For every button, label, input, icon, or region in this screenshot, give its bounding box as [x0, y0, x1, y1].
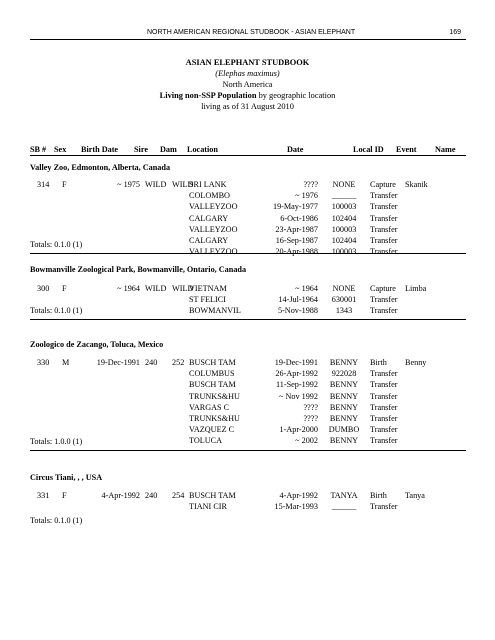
location: VALLEYZOO [189, 247, 238, 257]
event: Transfer [370, 425, 398, 435]
location: TIANI CIR [189, 502, 227, 512]
sire: WILD [145, 180, 167, 189]
doc-population [0, 91, 495, 100]
local-id: BENNY [329, 436, 359, 446]
dam: WILD [172, 180, 194, 189]
dam: 254 [172, 491, 185, 500]
doc-population-bold: Living non-SSP Population [159, 91, 257, 100]
local-id: BENNY [329, 402, 359, 412]
institution-heading: Valley Zoo, Edmonton, Alberta, Canada [30, 163, 171, 172]
col-sb: SB # [30, 145, 47, 154]
running-header-title: NORTH AMERICAN REGIONAL STUDBOOK - ASIAN ELEPHANT [147, 29, 356, 36]
institution-heading: Zoologico de Zacango, Toluca, Mexico [30, 340, 164, 349]
location: BUSCH TAM [189, 380, 236, 390]
event: Transfer [370, 369, 398, 379]
local-id: ______ [331, 502, 357, 512]
animal-name: Skanik [405, 180, 428, 189]
location: CALGARY [189, 213, 229, 223]
event: Transfer [370, 502, 398, 512]
sex: M [62, 358, 70, 367]
location: BOWMANVIL [189, 306, 241, 316]
event-date: 6-Oct-1986 [280, 213, 318, 223]
location: VALLEYZOO [189, 202, 238, 212]
sb-number: 330 [37, 358, 50, 367]
sex: F [62, 491, 67, 500]
location: COLUMBUS [189, 369, 235, 379]
col-date: Date [287, 145, 304, 154]
col-local-id: Local ID [353, 145, 384, 154]
section-divider [30, 450, 466, 451]
location: BUSCH TAM [189, 491, 236, 500]
event: Birth [370, 491, 387, 500]
location: BUSCH TAM [189, 358, 236, 367]
local-id: DUMBO [328, 425, 360, 435]
sb-number: 314 [37, 180, 50, 189]
col-sire: Sire [134, 145, 148, 154]
location: VARGAS C [189, 402, 230, 412]
event-date: 19-Dec-1991 [274, 358, 318, 367]
animal-name: Limba [405, 284, 427, 293]
col-name: Name [435, 145, 456, 154]
running-header [30, 27, 466, 40]
sex: F [62, 284, 67, 293]
event: Transfer [370, 436, 398, 446]
col-event: Event [396, 145, 417, 154]
local-id: 102404 [331, 236, 357, 245]
event-date: ???? [303, 402, 318, 412]
local-id: 1343 [335, 306, 353, 316]
birth-date: ~ 1975 [117, 180, 140, 189]
sb-number: 331 [37, 491, 50, 500]
institution-heading: Circus Tiani, , , USA [30, 473, 103, 482]
event: Transfer [370, 191, 398, 201]
location: VIETNAM [189, 284, 227, 293]
section-divider [30, 319, 466, 320]
local-id: BENNY [329, 391, 359, 401]
col-dam: Dam [160, 145, 177, 154]
event: Transfer [370, 213, 398, 223]
location: SRI LANK [189, 180, 227, 189]
event: Transfer [370, 224, 398, 234]
event-date: ~ 1976 [295, 191, 318, 201]
event-date: ~ 2002 [295, 436, 318, 446]
event: Capture [370, 284, 396, 293]
event: Transfer [370, 236, 398, 245]
event: Transfer [370, 306, 398, 316]
event-date: ???? [303, 414, 318, 423]
location: TOLUCA [189, 436, 223, 446]
sire: 240 [145, 491, 158, 500]
col-location: Location [187, 145, 218, 154]
location: COLOMBO [189, 191, 230, 201]
local-id: BENNY [329, 358, 359, 367]
local-id: 630001 [331, 295, 357, 305]
event: Transfer [370, 202, 398, 212]
event-date: 19-May-1977 [272, 202, 318, 212]
location: TRUNKS&HU [189, 391, 240, 401]
doc-species: (Elephas maximus) [215, 69, 280, 78]
event-date: 20-Apr-1988 [275, 247, 318, 257]
location: CALGARY [189, 236, 229, 245]
local-id: NONE [332, 180, 356, 189]
sire: 240 [145, 358, 158, 367]
location: ST FELICI [189, 295, 226, 305]
local-id: TANYA [330, 491, 358, 500]
local-id: 100003 [331, 202, 357, 212]
local-id: 100003 [331, 247, 357, 257]
event-date: 4-Apr-1992 [279, 491, 318, 500]
sire: WILD [145, 284, 167, 293]
event-date: 26-Apr-1992 [275, 369, 318, 379]
dam: WILD [172, 284, 194, 293]
event: Transfer [370, 295, 398, 305]
totals: Totals: 0.1.0 (1) [30, 240, 83, 249]
event: Transfer [370, 247, 398, 257]
doc-date: living as of 31 August 2010 [201, 102, 294, 111]
local-id: 102404 [331, 213, 357, 223]
doc-population-rest: by geographic location [256, 91, 336, 100]
dam: 252 [172, 358, 185, 367]
animal-name: Tanya [405, 491, 425, 500]
local-id: 922028 [331, 369, 357, 379]
doc-title: ASIAN ELEPHANT STUDBOOK [185, 58, 310, 67]
location: TRUNKS&HU [189, 414, 240, 423]
event: Capture [370, 180, 396, 189]
sex: F [62, 180, 67, 189]
birth-date: 19-Dec-1991 [96, 358, 140, 367]
local-id: BENNY [329, 380, 359, 390]
event: Transfer [370, 391, 398, 401]
event-date: ~ Nov 1992 [279, 391, 318, 401]
totals: Totals: 1.0.0 (1) [30, 437, 83, 446]
animal-name: Benny [405, 358, 427, 367]
event-date: 14-Jul-1964 [278, 295, 318, 305]
event: Birth [370, 358, 387, 367]
event-date: 15-Mar-1993 [274, 502, 318, 512]
event: Transfer [370, 414, 398, 423]
local-id: BENNY [329, 414, 359, 423]
section-divider [30, 253, 466, 254]
event-date: ???? [303, 180, 318, 189]
event-date: 1-Apr-2000 [279, 425, 318, 435]
sb-number: 300 [37, 284, 50, 293]
event: Transfer [370, 402, 398, 412]
col-sex: Sex [54, 145, 67, 154]
location: VALLEYZOO [189, 224, 238, 234]
event-date: 5-Nov-1988 [277, 306, 318, 316]
event-date: ~ 1964 [295, 284, 318, 293]
column-header-row [30, 144, 466, 156]
doc-region: North America [222, 80, 273, 89]
birth-date: ~ 1964 [117, 284, 140, 293]
page-number: 169 [449, 29, 461, 36]
event-date: 11-Sep-1992 [276, 380, 318, 390]
event-date: 23-Apr-1987 [275, 224, 318, 234]
local-id: ______ [331, 191, 357, 201]
birth-date: 4-Apr-1992 [101, 491, 140, 500]
local-id: NONE [332, 284, 356, 293]
col-birth-date: Birth Date [81, 145, 119, 154]
local-id: 100003 [331, 224, 357, 234]
institution-heading: Bowmanville Zoological Park, Bowmanville, Ontario, Canada [30, 265, 247, 274]
event-date: 16-Sep-1987 [275, 236, 318, 245]
location: VAZQUEZ C [189, 425, 235, 435]
event: Transfer [370, 380, 398, 390]
totals: Totals: 0.1.0 (1) [30, 306, 83, 315]
totals: Totals: 0.1.0 (1) [30, 516, 83, 525]
